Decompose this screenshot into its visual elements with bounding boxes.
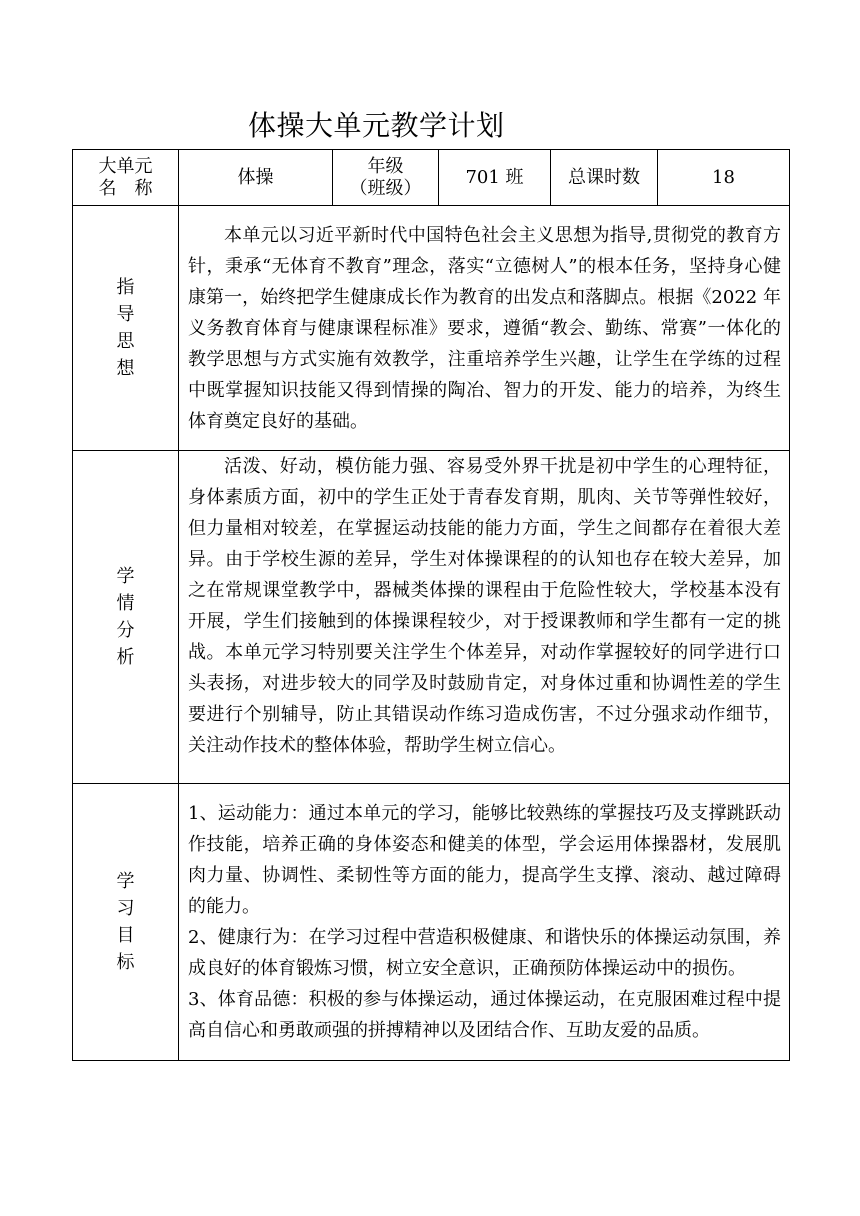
guide-label <box>73 206 179 451</box>
page-title: 体操大单元教学计划 <box>248 109 505 142</box>
goals-label-char: 学 <box>116 871 135 892</box>
grade-label-line1: 年级 <box>367 155 404 177</box>
guide-text: 本单元以习近平新时代中国特色社会主义思想为指导,贯彻党的教育方针，秉承“无体育不教育”理念，落实“立德树人”的根本任务，坚持身心健康第一，始终把学生健康成长作为教育的出发点和落脚点。根据《2022 年义务教育体育与健康课程标准》要求，遵循“教会、勤练、常赛”一体化的教学思想与方式实施有效教学，注重培养学生兴趣，让学生在学练的过程中既掌握知识技能又得到情操的陶冶、智力的开发、能力的培养，为终生体育奠定良好的基础。 <box>188 224 781 432</box>
analysis-label-char: 学 <box>116 566 135 587</box>
analysis-label <box>73 451 179 784</box>
total-hours-value: 18 <box>658 150 790 206</box>
goals-label-char: 标 <box>116 952 135 973</box>
guide-label-char: 导 <box>116 304 135 325</box>
guide-label-char: 思 <box>116 331 135 352</box>
teaching-plan-table <box>72 149 790 1061</box>
unit-name-label-line1: 大单元 <box>98 155 153 177</box>
total-hours-label: 总课时数 <box>551 150 658 206</box>
analysis-content <box>179 451 790 784</box>
unit-name-value: 体操 <box>179 150 333 206</box>
goals-label-char: 习 <box>116 898 135 919</box>
guide-label-char: 想 <box>116 358 135 379</box>
unit-name-label-line2: 名 称 <box>98 177 153 199</box>
goal-item-sport-ethics: 3、体育品德：积极的参与体操运动，通过体操运动，在克服困难过程中提高自信心和勇敢顽强的拼搏精神以及团结合作、互助友爱的品质。 <box>188 989 781 1041</box>
analysis-label-char: 情 <box>116 593 135 614</box>
goals-content <box>179 784 790 1061</box>
guide-row <box>73 206 790 451</box>
goals-row <box>73 784 790 1061</box>
analysis-text: 活泼、好动，模仿能力强、容易受外界干扰是初中学生的心理特征，身体素质方面，初中的学生正处于青春发育期，肌肉、关节等弹性较好，但力量相对较差，在掌握运动技能的能力方面，学生之间都存在着很大差异。由于学校生源的差异，学生对体操课程的的认知也存在较大差异，加之在常规课堂教学中，器械类体操的课程由于危险性较大，学校基本没有开展，学生们接触到的体操课程较少，对于授课教师和学生都有一定的挑战。本单元学习特别要关注学生个体差异，对动作掌握较好的同学进行口头表扬，对进步较大的同学及时鼓励肯定，对身体过重和协调性差的学生要进行个别辅导，防止其错误动作练习造成伤害，不过分强求动作细节，关注动作技术的整体体验，帮助学生树立信心。 <box>188 456 781 756</box>
guide-label-char: 指 <box>116 277 135 298</box>
goal-item-motor-ability: 1、运动能力：通过本单元的学习，能够比较熟练的掌握技巧及支撑跳跃动作技能，培养正确的身体姿态和健美的体型，学会运用体操器材，发展肌肉力量、协调性、柔韧性等方面的能力，提高学生支撑、滚动、越过障碍的能力。 <box>188 803 781 917</box>
grade-label-line2: （班级） <box>349 177 422 199</box>
grade-label <box>333 150 439 206</box>
analysis-label-char: 析 <box>116 647 135 668</box>
guide-content <box>179 206 790 451</box>
goals-label <box>73 784 179 1061</box>
analysis-row <box>73 451 790 784</box>
goals-label-char: 目 <box>116 925 135 946</box>
header-row <box>73 150 790 206</box>
goal-item-health-behavior: 2、健康行为：在学习过程中营造积极健康、和谐快乐的体操运动氛围，养成良好的体育锻炼习惯，树立安全意识，正确预防体操运动中的损伤。 <box>188 927 781 979</box>
unit-name-label <box>73 150 179 206</box>
class-value: 701 班 <box>439 150 551 206</box>
analysis-label-char: 分 <box>116 620 135 641</box>
